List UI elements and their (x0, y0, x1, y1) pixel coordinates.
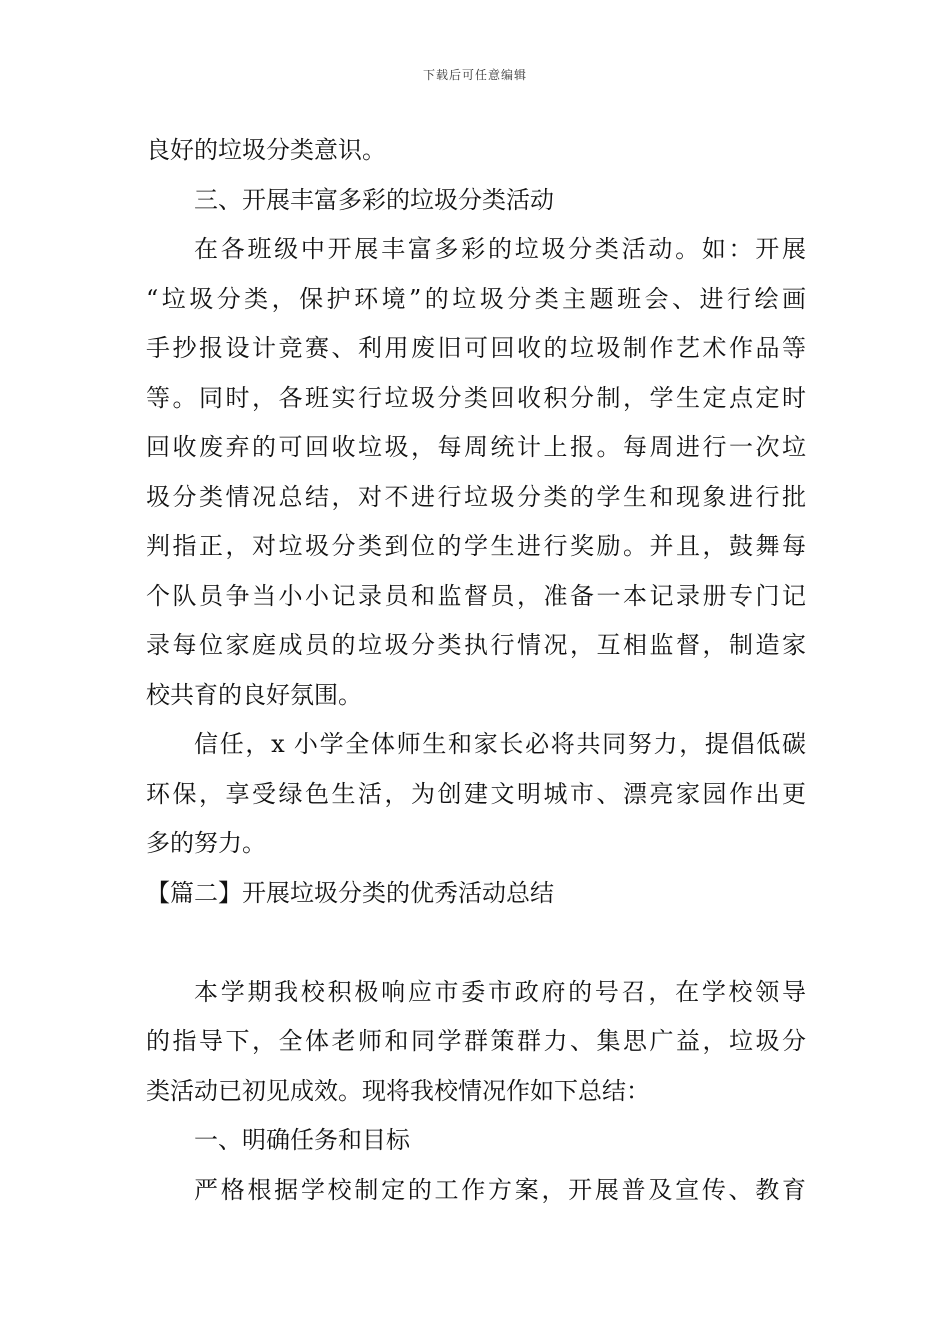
text-line: 严格根据学校制定的工作方案，开展普及宣传、教育 (194, 1175, 806, 1204)
blank-line (146, 918, 806, 968)
text-line: 判指正，对垃圾分类到位的学生进行奖励。并且，鼓舞每 (146, 532, 806, 560)
text-line: 个队员争当小小记录员和监督员，准备一本记录册专门记 (146, 581, 806, 610)
text-line: 在各班级中开展丰富多彩的垃圾分类活动。如：开展 (194, 235, 806, 263)
text-line: 回收废弃的可回收垃圾，每周统计上报。每周进行一次垃 (146, 433, 806, 461)
text-line: 多的努力。 (146, 829, 266, 857)
article-title: 【篇二】开展垃圾分类的优秀活动总结 (146, 878, 554, 907)
text-line: 本学期我校积极响应市委市政府的号召，在学校领导 (194, 977, 806, 1006)
text-line: 手抄报设计竞赛、利用废旧可回收的垃圾制作艺术作品等 (146, 334, 806, 362)
text-line: 环保，享受绿色生活，为创建文明城市、漂亮家园作出更 (146, 779, 806, 808)
text-line: 等。同时，各班实行垃圾分类回收积分制，学生定点定时 (146, 383, 806, 412)
document-body (146, 126, 806, 1215)
text-line: 录每位家庭成员的垃圾分类执行情况，互相监督，制造家 (146, 631, 806, 659)
text-line: 信任，x 小学全体师生和家长必将共同努力，提倡低碳 (194, 730, 806, 758)
section-heading: 三、开展丰富多彩的垃圾分类活动 (194, 185, 554, 214)
text-line: 良好的垃圾分类意识。 (146, 136, 386, 164)
page-header-note: 下载后可任意编辑 (422, 68, 527, 82)
text-line: 类活动已初见成效。现将我校情况作如下总结： (146, 1076, 650, 1105)
text-line: 的指导下，全体老师和同学群策群力、集思广益，垃圾分 (146, 1027, 806, 1055)
text-line: 校共育的良好氛围。 (146, 680, 362, 709)
text-line: “垃圾分类，保护环境”的垃圾分类主题班会、进行绘画 (146, 284, 806, 313)
text-line: 圾分类情况总结，对不进行垃圾分类的学生和现象进行批 (146, 482, 806, 511)
section-heading: 一、明确任务和目标 (194, 1126, 410, 1154)
